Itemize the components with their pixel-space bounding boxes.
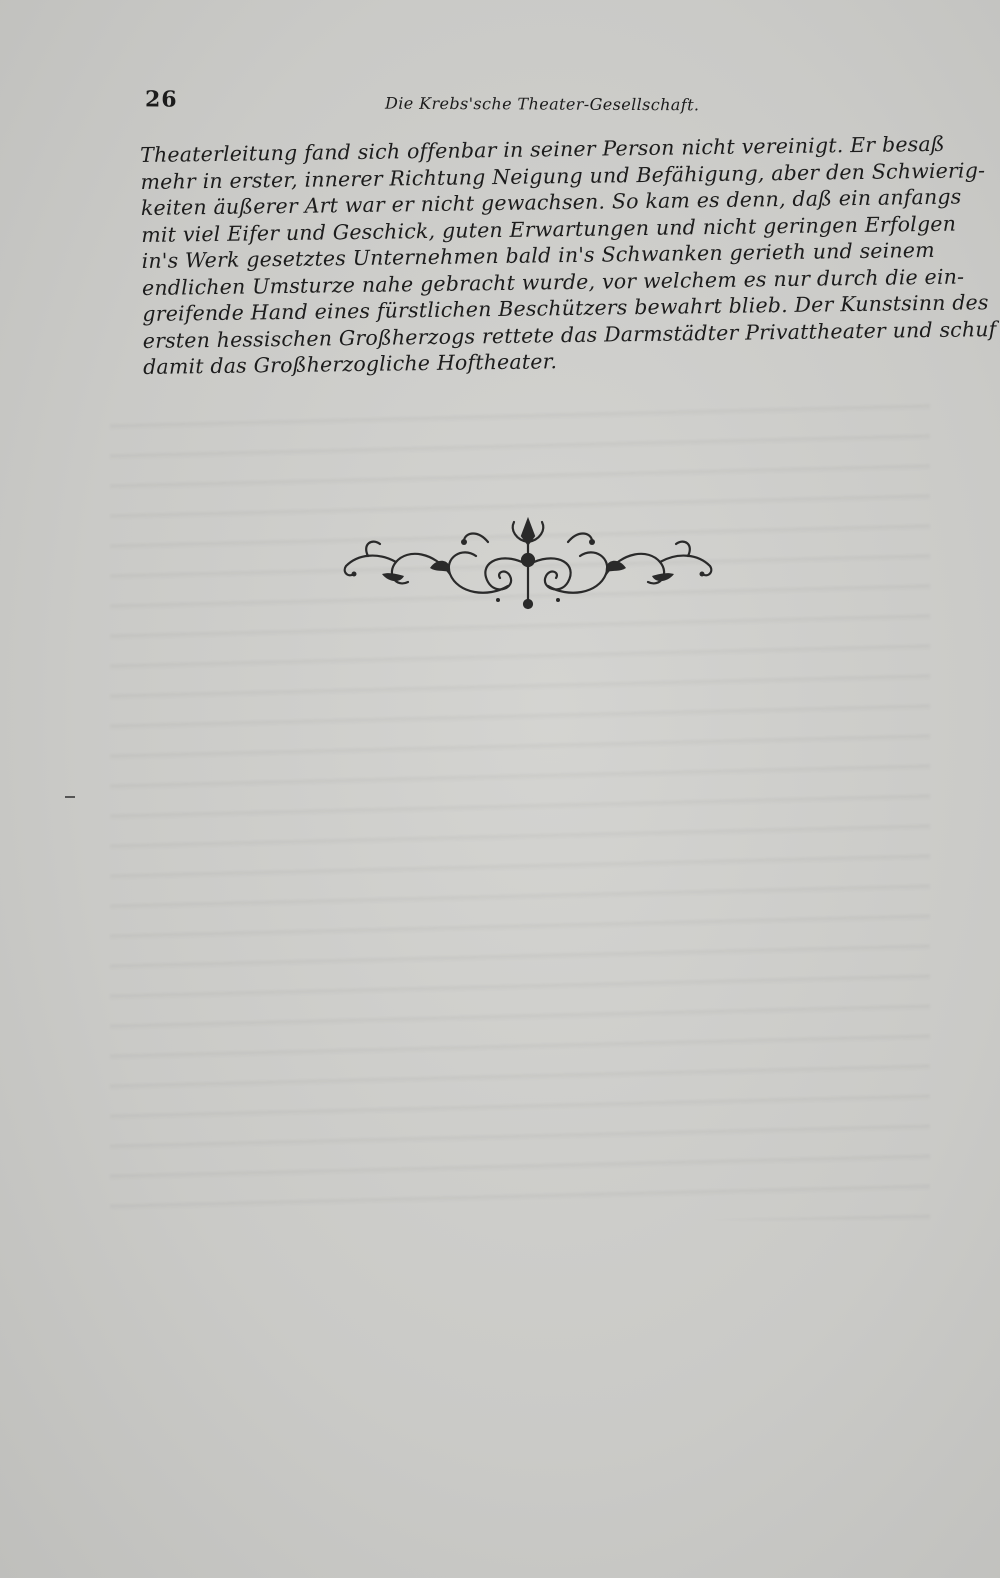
text-line: endlichen Umsturze nahe gebracht wurde, vor welchem es nur durch die ein- — [141, 264, 965, 300]
text-line: in's Werk gesetztes Unternehmen bald in's Schwanken gerieth und seinem — [141, 237, 935, 273]
running-title: Die Krebs'sche Theater-Gesellschaft. — [384, 93, 700, 115]
text-line: greifende Hand eines fürstlichen Beschützers bewahrt blieb. Der Kunstsinn des — [142, 290, 989, 326]
text-line: Theaterleitung fand sich offenbar in seiner Person nicht vereinigt. Er besaß — [140, 131, 945, 167]
floral-vignette-icon — [338, 512, 718, 612]
text-line: keiten äußerer Art war er nicht gewachsen. So kam es denn, daß ein anfangs — [140, 184, 962, 220]
page-number: 26 — [144, 86, 178, 113]
text-line: mit viel Eifer und Geschick, guten Erwartungen und nicht geringen Erfolgen — [141, 211, 957, 247]
text-line: mehr in erster, innerer Richtung Neigung und Befähigung, aber den Schwierig- — [140, 157, 986, 194]
page-header — [145, 86, 745, 125]
text-line: damit das Großherzogliche Hoftheater. — [142, 349, 558, 379]
text-line: ersten hessischen Großherzogs rettete das Darmstädter Privattheater und schuf — [142, 316, 997, 353]
margin-mark — [65, 796, 75, 798]
body-paragraph — [140, 131, 997, 380]
